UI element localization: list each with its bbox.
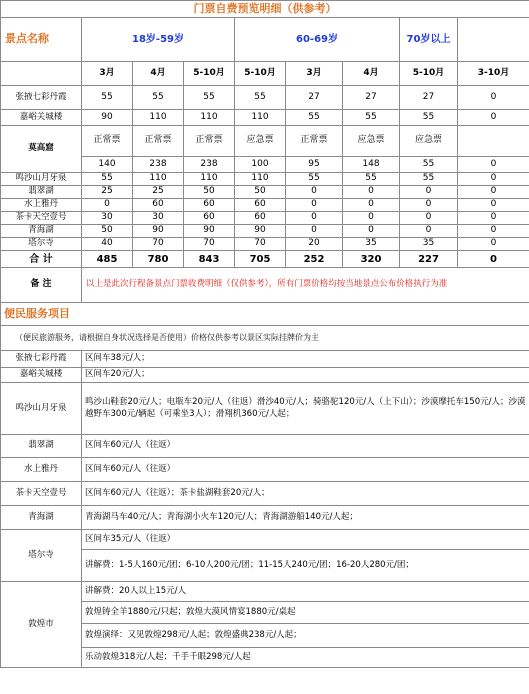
price-cell: 90 <box>184 225 235 238</box>
price-cell: 55 <box>286 173 343 186</box>
price-cell: 70 <box>133 238 184 251</box>
price-cell: 110 <box>184 173 235 186</box>
price-cell: 0 <box>458 238 529 251</box>
total-cell: 227 <box>400 251 458 268</box>
services-title-row <box>1 303 529 326</box>
price-cell: 0 <box>458 110 529 126</box>
service-scenic-name: 张掖七彩丹霞 <box>1 351 82 368</box>
scenic-name: 鸣沙山月牙泉 <box>1 173 82 186</box>
price-cell: 90 <box>235 225 286 238</box>
month-cell: 4月 <box>133 62 184 86</box>
total-cell: 780 <box>133 251 184 268</box>
price-cell: 110 <box>235 110 286 126</box>
price-cell: 90 <box>82 110 133 126</box>
service-detail: 乐动敦煌318元/人起；千手千眼298元/人起 <box>82 648 529 668</box>
price-cell: 55 <box>400 110 458 126</box>
price-cell: 0 <box>82 199 133 212</box>
price-cell: 27 <box>400 86 458 110</box>
price-cell: 0 <box>400 225 458 238</box>
service-detail: 区间车60元/人（往返） <box>82 435 529 458</box>
price-cell: 70 <box>184 238 235 251</box>
services-subtitle-row <box>1 326 529 351</box>
price-cell: 90 <box>133 225 184 238</box>
table-row <box>1 86 529 110</box>
ticket-type: 应急票 <box>235 126 286 157</box>
total-cell: 843 <box>184 251 235 268</box>
price-cell: 0 <box>458 157 529 173</box>
price-cell: 50 <box>82 225 133 238</box>
service-scenic-name: 水上雅丹 <box>1 458 82 482</box>
price-cell: 0 <box>343 225 400 238</box>
service-detail: 敦煌铸全羊1880元/只起；敦煌大漠风情宴1880元/桌起 <box>82 602 529 624</box>
price-cell: 0 <box>286 199 343 212</box>
table-row <box>1 186 529 199</box>
scenic-name: 嘉峪关城楼 <box>1 110 82 126</box>
price-cell: 110 <box>184 110 235 126</box>
price-cell: 100 <box>235 157 286 173</box>
price-cell: 50 <box>235 186 286 199</box>
month-cell: 3-10月 <box>458 62 529 86</box>
price-cell: 55 <box>343 173 400 186</box>
ticket-type: 正常票 <box>286 126 343 157</box>
service-scenic-name: 翡翠湖 <box>1 435 82 458</box>
price-cell: 110 <box>133 173 184 186</box>
month-cell: 5-10月 <box>184 62 235 86</box>
price-cell: 30 <box>82 212 133 225</box>
note-text: 以上是此次行程备景点门票收费明细（仅供参考），所有门票价格均按当地景点公布价格执行为准 <box>82 268 529 303</box>
price-cell: 27 <box>286 86 343 110</box>
service-detail: 区间车60元/人（往返） <box>82 458 529 482</box>
price-cell: 0 <box>286 186 343 199</box>
service-detail: 讲解费：1-5人160元/团；6-10人200元/团；11-15人240元/团；16-20人280元/团； <box>82 550 529 582</box>
price-cell: 55 <box>343 110 400 126</box>
price-cell: 0 <box>286 212 343 225</box>
table-row <box>1 212 529 225</box>
age-group-18-59: 18岁-59岁 <box>82 18 235 62</box>
price-cell: 60 <box>184 199 235 212</box>
price-cell: 55 <box>286 110 343 126</box>
month-cell: 4月 <box>343 62 400 86</box>
scenic-name: 青海湖 <box>1 225 82 238</box>
price-cell: 40 <box>82 238 133 251</box>
service-scenic-name: 青海湖 <box>1 506 82 530</box>
scenic-name: 茶卡天空壹号 <box>1 212 82 225</box>
price-cell: 55 <box>184 86 235 110</box>
price-cell: 35 <box>343 238 400 251</box>
age-group-60-69: 60-69岁 <box>235 18 400 62</box>
price-cell: 55 <box>400 157 458 173</box>
price-cell: 20 <box>286 238 343 251</box>
scenic-name: 莫高窟 <box>1 126 82 173</box>
note-label: 备 注 <box>1 268 82 303</box>
price-cell: 0 <box>286 225 343 238</box>
service-row <box>1 482 529 506</box>
total-row <box>1 251 529 268</box>
price-cell: 140 <box>82 157 133 173</box>
month-cell: 3月 <box>82 62 133 86</box>
sheet-title: 门票自费预览明细（供参考） <box>1 1 529 18</box>
price-cell: 35 <box>400 238 458 251</box>
services-title: 便民服务项目 <box>1 303 529 326</box>
price-cell: 0 <box>458 173 529 186</box>
ticket-type: 正常票 <box>184 126 235 157</box>
price-cell: 55 <box>400 173 458 186</box>
ticket-type-blank <box>458 126 529 157</box>
scenic-name: 张掖七彩丹霞 <box>1 86 82 110</box>
price-cell: 0 <box>458 225 529 238</box>
month-corner <box>1 62 82 86</box>
price-cell: 0 <box>458 199 529 212</box>
service-detail: 青海湖马车40元/人；青海湖小火车120元/人；青海湖游船140元/人起； <box>82 506 529 530</box>
total-cell: 485 <box>82 251 133 268</box>
service-scenic-name: 敦煌市 <box>1 582 82 668</box>
header-blank <box>458 18 529 62</box>
ticket-type: 正常票 <box>133 126 184 157</box>
total-cell: 252 <box>286 251 343 268</box>
service-row <box>1 582 529 602</box>
price-cell: 60 <box>235 199 286 212</box>
service-row <box>1 383 529 435</box>
service-row <box>1 530 529 550</box>
service-detail: 区间车20元/人； <box>82 368 529 383</box>
price-cell: 60 <box>184 212 235 225</box>
service-row <box>1 458 529 482</box>
service-detail: 区间车35元/人（往返） <box>82 530 529 550</box>
price-cell: 55 <box>133 86 184 110</box>
ticket-type: 应急票 <box>343 126 400 157</box>
month-cell: 3月 <box>286 62 343 86</box>
service-detail: 区间车38元/人； <box>82 351 529 368</box>
service-detail: 讲解费：20人以上15元/人 <box>82 582 529 602</box>
month-cell: 5-10月 <box>235 62 286 86</box>
price-cell: 0 <box>400 212 458 225</box>
services-subtitle: （便民旅游服务，请根据自身状况选择是否使用）价格仅供参考以景区实际挂牌价为主 <box>1 326 529 351</box>
service-detail: 区间车60元/人（往返）；茶卡盐湖鞋套20元/人； <box>82 482 529 506</box>
service-row <box>1 368 529 383</box>
price-cell: 27 <box>343 86 400 110</box>
note-row <box>1 268 529 303</box>
service-row <box>1 351 529 368</box>
price-cell: 25 <box>133 186 184 199</box>
table-row <box>1 173 529 186</box>
table-row <box>1 199 529 212</box>
table-row <box>1 225 529 238</box>
scenic-name: 塔尔寺 <box>1 238 82 251</box>
price-cell: 148 <box>343 157 400 173</box>
scenic-name: 翡翠湖 <box>1 186 82 199</box>
service-scenic-name: 塔尔寺 <box>1 530 82 582</box>
ticket-type: 正常票 <box>82 126 133 157</box>
price-cell: 0 <box>400 186 458 199</box>
price-cell: 30 <box>133 212 184 225</box>
price-cell: 55 <box>235 86 286 110</box>
age-group-70-plus: 70岁以上 <box>400 18 458 62</box>
scenic-name-header: 景点名称 <box>1 18 82 62</box>
total-cell: 705 <box>235 251 286 268</box>
service-scenic-name: 茶卡天空壹号 <box>1 482 82 506</box>
price-cell: 0 <box>458 86 529 110</box>
price-cell: 55 <box>82 173 133 186</box>
total-cell: 0 <box>458 251 529 268</box>
price-cell: 60 <box>133 199 184 212</box>
price-cell: 110 <box>133 110 184 126</box>
total-cell: 320 <box>343 251 400 268</box>
table-row <box>1 238 529 251</box>
price-cell: 0 <box>343 212 400 225</box>
service-scenic-name: 鸣沙山月牙泉 <box>1 383 82 435</box>
service-detail: 鸣沙山鞋套20元/人；电瓶车20元/人（往返）滑沙40元/人；骑骆驼120元/人（上下山）；沙漠摩托车150元/人；沙漠越野车300元/辆起（可乘坐3人）；滑翔机360元/人起； <box>82 383 529 435</box>
month-cell: 5-10月 <box>400 62 458 86</box>
price-cell: 0 <box>343 199 400 212</box>
price-cell: 95 <box>286 157 343 173</box>
price-cell: 0 <box>343 186 400 199</box>
service-scenic-name: 嘉峪关城楼 <box>1 368 82 383</box>
service-row <box>1 506 529 530</box>
table-row <box>1 110 529 126</box>
price-cell: 0 <box>400 199 458 212</box>
scenic-name: 水上雅丹 <box>1 199 82 212</box>
price-cell: 238 <box>133 157 184 173</box>
service-row <box>1 435 529 458</box>
price-cell: 110 <box>235 173 286 186</box>
total-label: 合 计 <box>1 251 82 268</box>
month-row <box>1 62 529 86</box>
price-cell: 70 <box>235 238 286 251</box>
mogao-type-row <box>1 126 529 157</box>
price-cell: 238 <box>184 157 235 173</box>
ticket-type: 应急票 <box>400 126 458 157</box>
price-cell: 60 <box>235 212 286 225</box>
price-cell: 25 <box>82 186 133 199</box>
service-detail: 敦煌演绎：又见敦煌298元/人起；敦煌盛典238元/人起； <box>82 624 529 648</box>
price-cell: 0 <box>458 212 529 225</box>
price-cell: 50 <box>184 186 235 199</box>
price-cell: 0 <box>458 186 529 199</box>
price-cell: 55 <box>82 86 133 110</box>
